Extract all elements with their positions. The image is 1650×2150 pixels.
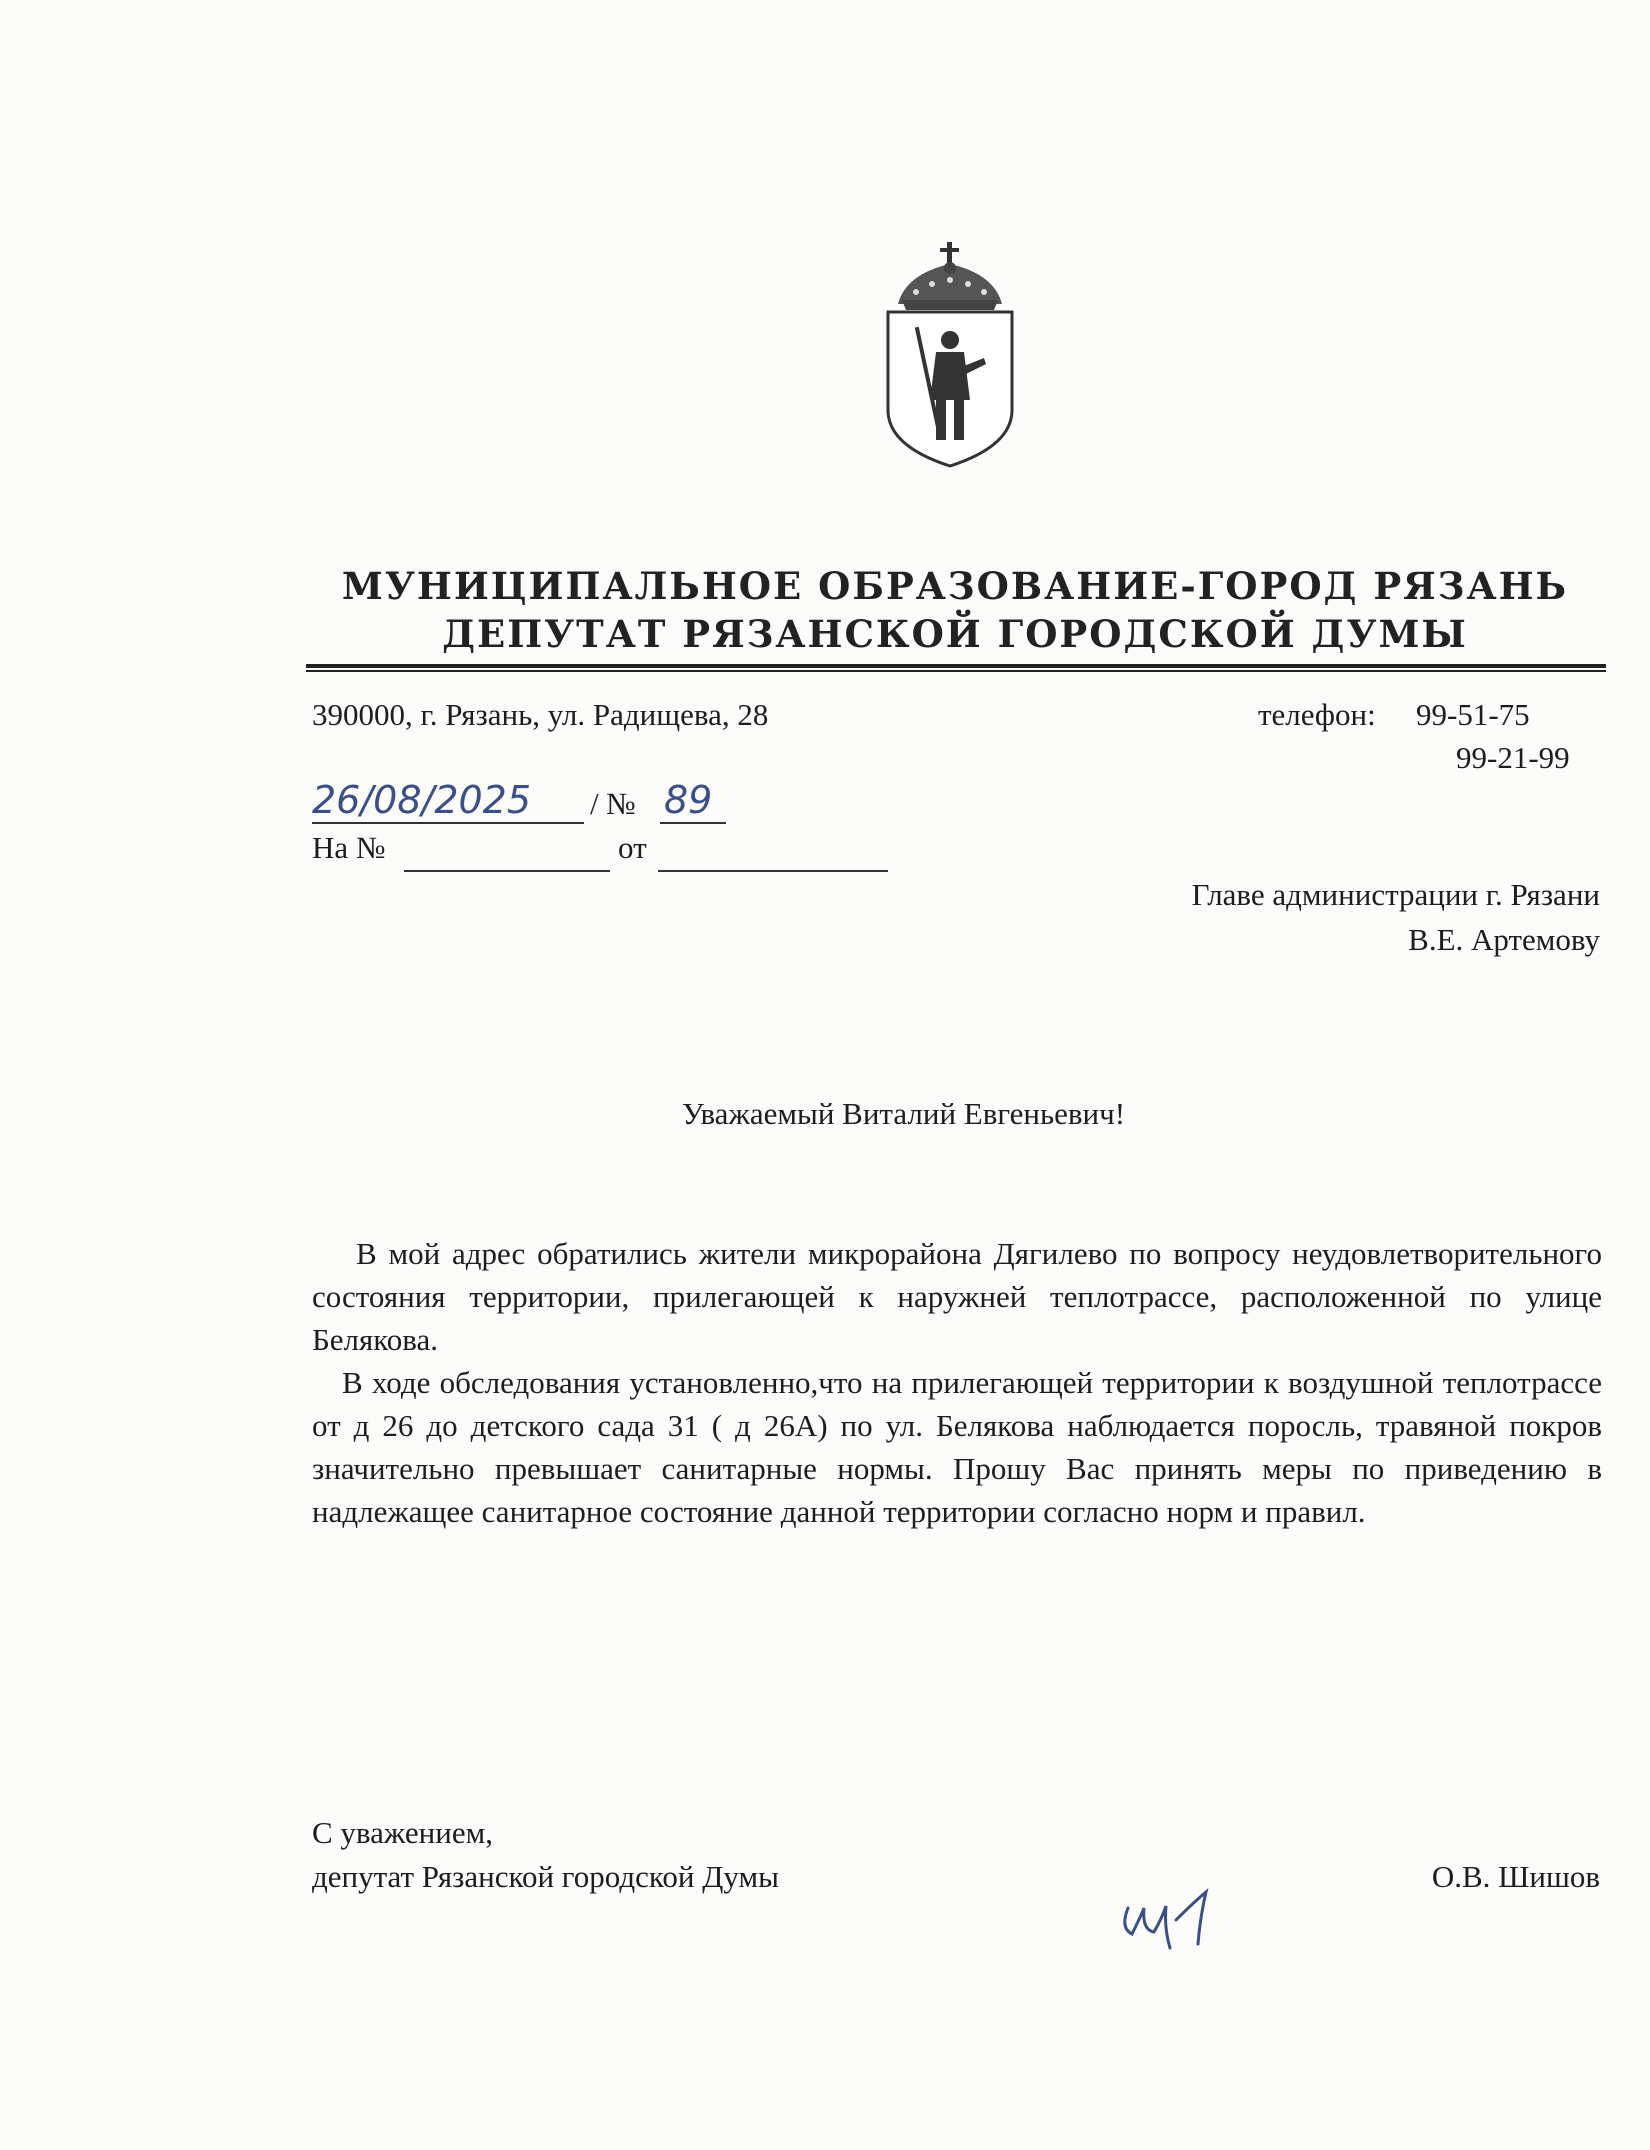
closing-phrase: С уважением, [312,1815,493,1850]
letterhead-subtitle: ДЕПУТАТ РЯЗАНСКОЙ ГОРОДСКОЙ ДУМЫ [442,612,1468,656]
number-underline [660,822,726,824]
date-separator: / [590,786,599,821]
body-paragraph-1: В мой адрес обратились жители микрорайона Дягилево по вопросу неудовлетворительного состояния территории, прилегающей к наружней теплотрассе, расположенной по улице Белякова. [312,1236,1602,1357]
reference-date-label: от [618,830,647,865]
reference-number-line [404,870,610,872]
signer-name: О.В. Шишов [1431,1859,1600,1894]
header-divider-thin [306,670,1606,672]
recipient-position: Главе администрации г. Рязани [1191,877,1600,912]
reference-date-line [658,870,888,872]
handwritten-date: 26/08/2025 [312,778,532,822]
reference-number-label: На № [312,830,386,865]
number-label: № [606,786,636,821]
phone-number-1: 99-51-75 [1416,697,1530,732]
handwritten-signature [1110,1878,1240,1958]
handwritten-number: 89 [664,778,713,822]
coat-of-arms-icon [876,240,1024,470]
phone-label: телефон: [1258,697,1376,732]
phone-number-2: 99-21-99 [1456,740,1570,775]
body-paragraph-2: В ходе обследования установленно,что на прилегающей территории к воздушной теплотрассе от д 26 до детского сада 31 ( д 26А) по ул. Белякова наблюдается поросль, травяной покров значительно превышает санитарные нормы. Прошу Вас принять меры по приведению в надлежащее санитарное состояние данной территории согласно норм и правил. [312,1365,1602,1529]
date-underline [312,822,584,824]
closing-title: депутат Рязанской городской Думы [312,1859,779,1894]
sender-address: 390000, г. Рязань, ул. Радищева, 28 [312,697,769,732]
letterhead-title: МУНИЦИПАЛЬНОЕ ОБРАЗОВАНИЕ-ГОРОД РЯЗАНЬ [341,564,1569,608]
recipient-name: В.Е. Артемову [1408,922,1600,957]
header-divider-thick [306,664,1606,668]
salutation: Уважаемый Виталий Евгеньевич! [682,1096,1126,1131]
